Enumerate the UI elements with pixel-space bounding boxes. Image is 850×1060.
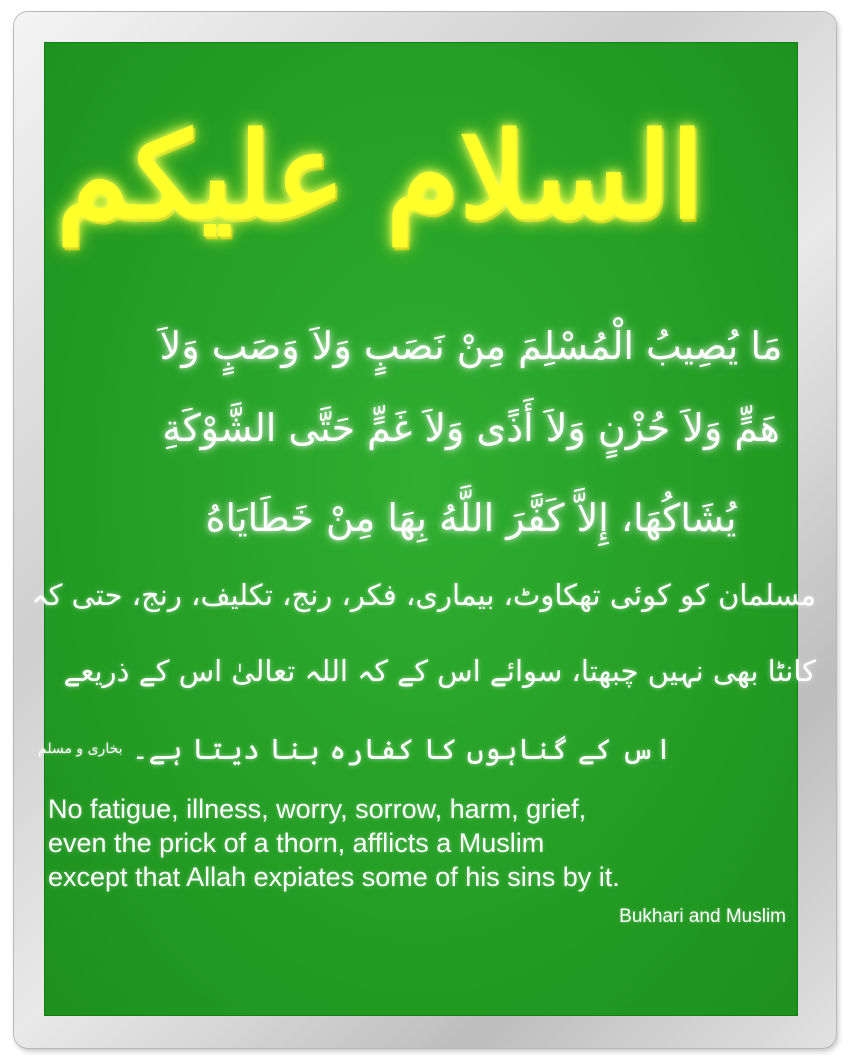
urdu-translation-line-1: مسلمان کو کوئی تھکاوٹ، بیماری، فکر، رنج، تکلیف، رنج، حتی کہ [31,578,816,612]
salam-calligraphy-title: السلام علیکم [56,105,704,245]
hadith-arabic-line-3: يُشَاكُهَا، إِلاَّ كَفَّرَ اللَّهُ بِهَا مِنْ خَطَايَاهُ [205,496,737,540]
english-reference: Bukhari and Muslim [619,906,786,927]
english-translation [48,792,748,894]
english-translation-line-2: even the prick of a thorn, afflicts a Muslim [48,828,545,858]
english-translation-line-3: except that Allah expiates some of his sins by it. [48,862,620,892]
english-translation-line-1: No fatigue, illness, worry, sorrow, harm, grief, [48,794,587,824]
urdu-reference: بخاری و مسلم [38,741,123,757]
hadith-arabic-line-1: مَا يُصِيبُ الْمُسْلِمَ مِنْ نَصَبٍ وَلاَ وَصَبٍ وَلاَ [159,324,783,368]
urdu-translation-line-3: اس کے گناہوں کا کفارہ بنا دیتا ہے۔ [131,732,672,766]
urdu-translation-line-2: کانٹا بھی نہیں چبھتا، سوائے اس کے کہ اللہ تعالیٰ اس کے ذریعے [63,654,816,688]
hadith-arabic-line-2: هَمٍّ وَلاَ حُزْنٍ وَلاَ أَذًى وَلاَ غَمٍّ حَتَّى الشَّوْكَةِ [162,406,780,450]
